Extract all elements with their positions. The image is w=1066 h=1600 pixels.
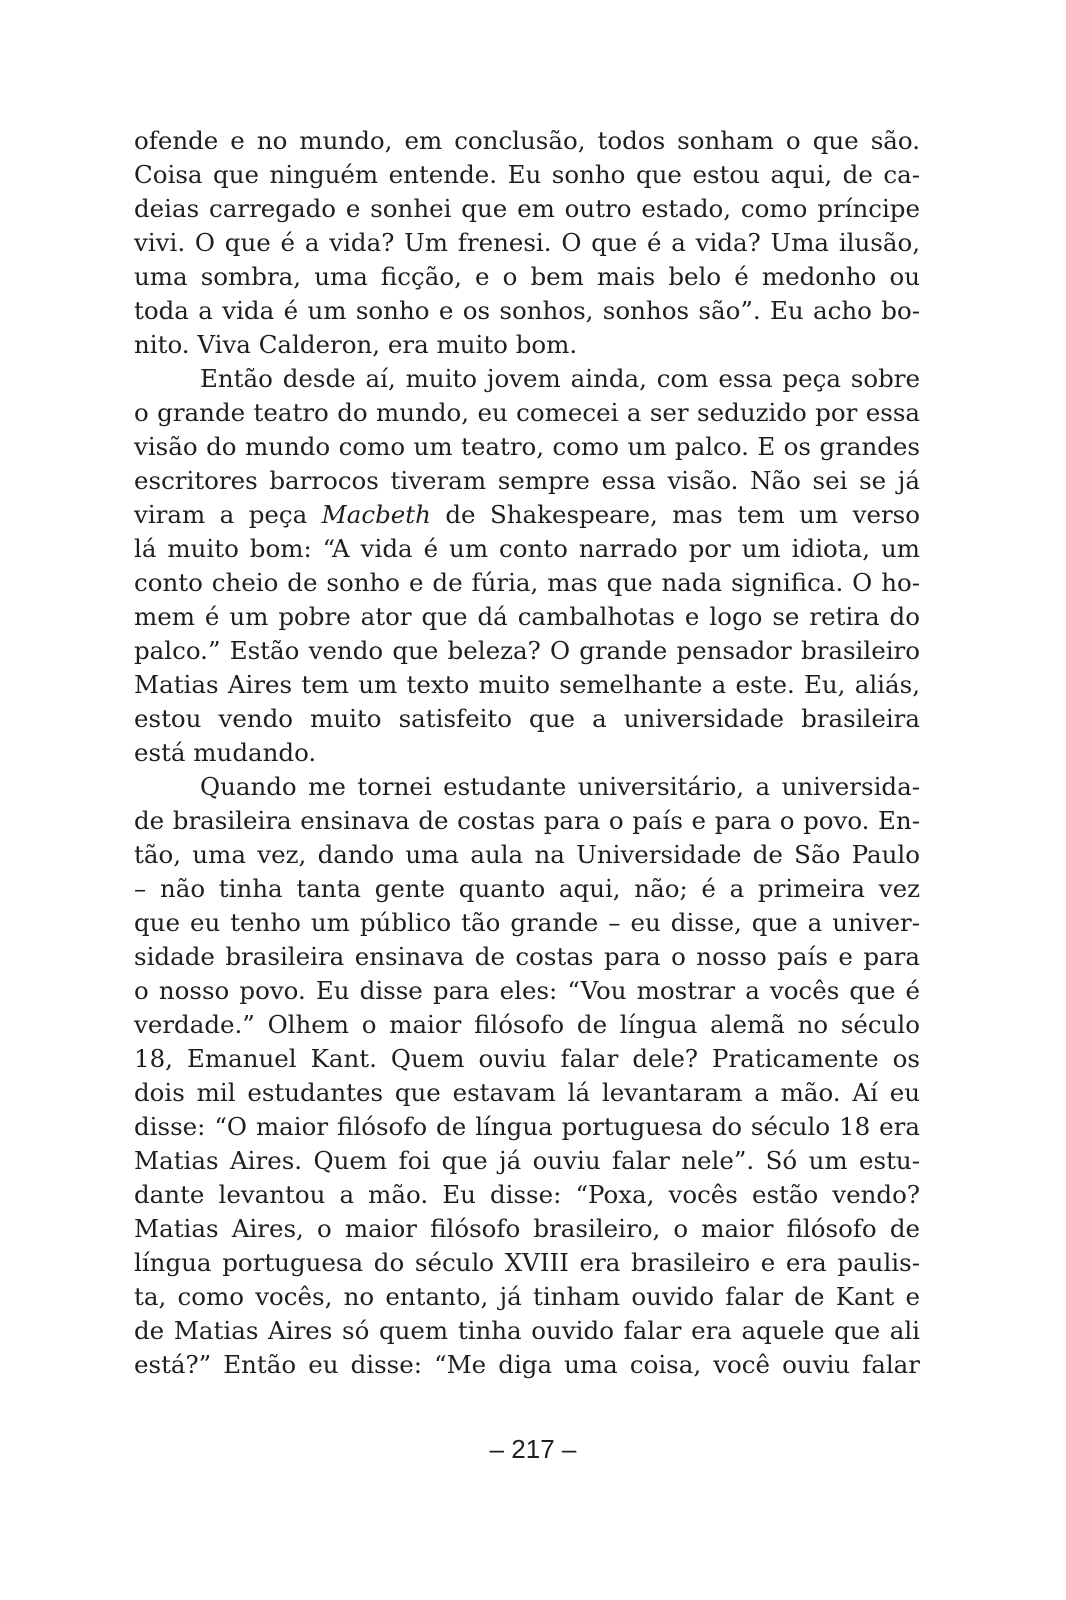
text-line: dois mil estudantes que estavam lá levantaram a mão. Aí eu	[134, 1078, 920, 1107]
text-line: Coisa que ninguém entende. Eu sonho que estou aqui, de ca-	[134, 160, 920, 189]
paragraph-1	[134, 124, 920, 362]
text-line: ofende e no mundo, em conclusão, todos sonham o que são.	[134, 126, 920, 155]
text-line: estou vendo muito satisfeito que a universidade brasileira	[134, 704, 920, 733]
text-line: está mudando.	[134, 738, 317, 767]
text-line: Matias Aires tem um texto muito semelhante a este. Eu, aliás,	[134, 670, 920, 699]
text-line: escritores barrocos tiveram sempre essa visão. Não sei se já	[134, 466, 920, 495]
text-line: verdade.” Olhem o maior filósofo de língua alemã no século	[134, 1010, 920, 1039]
page-number: – 217 –	[489, 1434, 577, 1464]
text-line: de brasileira ensinava de costas para o país e para o povo. En-	[134, 806, 920, 835]
text-line: toda a vida é um sonho e os sonhos, sonhos são”. Eu acho bo-	[134, 296, 920, 325]
text-line: nito. Viva Calderon, era muito bom.	[134, 330, 578, 359]
text-line: deias carregado e sonhei que em outro estado, como príncipe	[134, 194, 920, 223]
text-line: mem é um pobre ator que dá cambalhotas e logo se retira do	[134, 602, 920, 631]
text-line: de Matias Aires só quem tinha ouvido falar era aquele que ali	[134, 1316, 920, 1345]
text-line: lá muito bom: “A vida é um conto narrado por um idiota, um	[134, 534, 920, 563]
text-line: Matias Aires. Quem foi que já ouviu falar nele”. Só um estu-	[134, 1146, 920, 1175]
text-line: disse: “O maior filósofo de língua portuguesa do século 18 era	[134, 1112, 920, 1141]
text-line: vivi. O que é a vida? Um frenesi. O que é a vida? Uma ilusão,	[134, 228, 920, 257]
body-text	[134, 124, 920, 1382]
text-line: Matias Aires, o maior filósofo brasileiro, o maior filósofo de	[134, 1214, 920, 1243]
text-line: palco.” Estão vendo que beleza? O grande pensador brasileiro	[134, 636, 920, 665]
text-line: ta, como vocês, no entanto, já tinham ouvido falar de Kant e	[134, 1282, 920, 1311]
text-line: o nosso povo. Eu disse para eles: “Vou mostrar a vocês que é	[134, 976, 920, 1005]
paragraph-3	[134, 770, 920, 1382]
text-line: – não tinha tanta gente quanto aqui, não; é a primeira vez	[134, 874, 920, 903]
text-line: está?” Então eu disse: “Me diga uma coisa, você ouviu falar	[134, 1350, 920, 1379]
text-line: visão do mundo como um teatro, como um palco. E os grandes	[134, 432, 920, 461]
paragraph-2	[134, 362, 920, 770]
text-line: tão, uma vez, dando uma aula na Universidade de São Paulo	[134, 840, 920, 869]
text-line: que eu tenho um público tão grande – eu disse, que a univer-	[134, 908, 920, 937]
play-title-italic: Macbeth	[321, 500, 431, 529]
text-line: sidade brasileira ensinava de costas para o nosso país e para	[134, 942, 920, 971]
text-line: o grande teatro do mundo, eu comecei a ser seduzido por essa	[134, 398, 920, 427]
text-line: Então desde aí, muito jovem ainda, com essa peça sobre	[200, 364, 920, 393]
text-line: 18, Emanuel Kant. Quem ouviu falar dele? Praticamente os	[134, 1044, 920, 1073]
text-line: conto cheio de sonho e de fúria, mas que nada significa. O ho-	[134, 568, 920, 597]
text-line: uma sombra, uma ficção, e o bem mais belo é medonho ou	[134, 262, 920, 291]
text-line: dante levantou a mão. Eu disse: “Poxa, vocês estão vendo?	[134, 1180, 920, 1209]
text-line: Quando me tornei estudante universitário, a universida-	[200, 772, 920, 801]
text-line: língua portuguesa do século XVIII era brasileiro e era paulis-	[134, 1248, 920, 1277]
text-line: viram a peça Macbeth de Shakespeare, mas tem um verso	[134, 500, 920, 529]
